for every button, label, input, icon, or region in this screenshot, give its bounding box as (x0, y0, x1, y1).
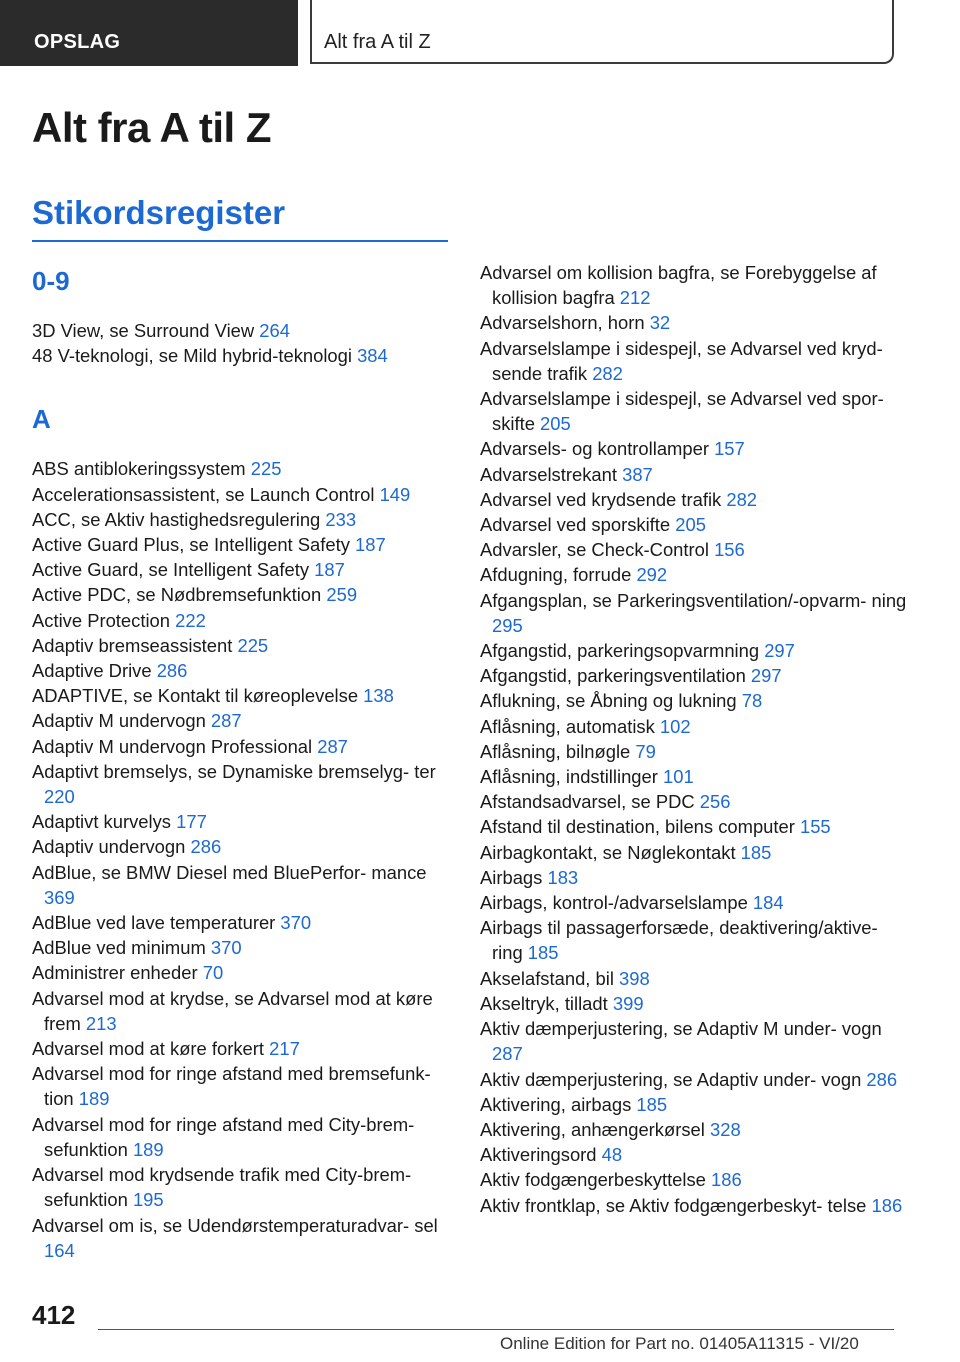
index-entry (480, 588, 910, 638)
page-reference-link[interactable]: 184 (752, 892, 784, 914)
page-reference-link[interactable]: 205 (675, 514, 706, 536)
index-entry (480, 663, 910, 688)
index-entry-text: 3D View, se Surround View (32, 320, 260, 341)
index-entry-text: Adaptiv bremseassistent (32, 634, 238, 656)
index-entry-text: ACC, se Aktiv hastighedsregulering (32, 508, 326, 530)
index-entry (480, 562, 910, 587)
page-reference-link[interactable]: 138 (363, 685, 394, 707)
section-tab[interactable]: OPSLAG (0, 0, 298, 66)
index-entry-text: Advarsel mod krydsende trafik med City-brem‐ sefunktion (32, 1164, 412, 1211)
page-reference-link[interactable]: 286 (156, 660, 188, 682)
page-reference-link[interactable]: 183 (547, 866, 579, 888)
index-entry-text: Active Guard Plus, se Intelligent Safety (32, 534, 356, 556)
page-reference-link[interactable]: 398 (619, 967, 650, 989)
footer-divider (98, 1329, 894, 1330)
index-letter-heading: A (32, 404, 51, 435)
page-reference-link[interactable]: 225 (237, 634, 269, 656)
page-reference-link[interactable]: 101 (662, 766, 694, 788)
page-reference-link[interactable]: 286 (866, 1068, 898, 1090)
page-reference-link[interactable]: 369 (44, 886, 75, 908)
page-reference-link[interactable]: 370 (210, 937, 242, 959)
index-entry (480, 688, 910, 713)
page-reference-link[interactable]: 187 (355, 534, 386, 556)
index-entry (32, 860, 452, 910)
index-entry-text: Active Protection (32, 609, 176, 631)
index-entry-text: Advarsel ved krydsende trafik (480, 488, 727, 510)
index-entry-text: Aktivering, anhængerkørsel (480, 1118, 710, 1140)
subtitle-underline (32, 240, 448, 242)
index-entry (32, 809, 452, 834)
index-column-right (480, 260, 910, 1218)
index-entry (480, 1092, 910, 1117)
page-reference-link[interactable]: 187 (314, 559, 345, 581)
index-entry (480, 487, 910, 512)
page-reference-link[interactable]: 79 (635, 740, 656, 762)
index-entry-text: Adaptivt kurvelys (32, 811, 177, 833)
page-reference-link[interactable]: 185 (527, 942, 559, 964)
index-entry-text: Aflåsning, indstillinger (480, 766, 663, 788)
page-reference-link[interactable]: 286 (190, 836, 222, 858)
page-reference-link[interactable]: 185 (740, 841, 772, 863)
page-reference-link[interactable]: 220 (44, 786, 75, 808)
index-entry (32, 532, 452, 557)
index-entry (480, 537, 910, 562)
index-entry-text: ADAPTIVE, se Kontakt til køreoplevelse (32, 685, 364, 707)
index-entry (480, 1067, 910, 1092)
index-entry-text: AdBlue, se BMW Diesel med BluePerfor‐ mance (32, 861, 427, 883)
page-reference-link[interactable]: 287 (492, 1043, 523, 1065)
index-entry-text: Aflåsning, automatisk (480, 715, 660, 737)
index-entry (32, 507, 452, 532)
index-entry (32, 683, 452, 708)
index-entry-text: AdBlue ved lave temperaturer (32, 912, 281, 934)
page-reference-link[interactable]: 264 (259, 320, 290, 341)
page-reference-link[interactable]: 328 (709, 1118, 741, 1140)
page-reference-link[interactable]: 297 (764, 640, 795, 662)
page-title: Alt fra A til Z (32, 104, 272, 151)
page-reference-link[interactable]: 387 (622, 463, 653, 485)
index-entry (480, 638, 910, 663)
index-entry-text: Administrer enheder (32, 962, 203, 984)
page-reference-link[interactable]: 157 (714, 438, 745, 460)
index-entry-text: Aflåsning, bilnøgle (480, 740, 636, 762)
page-reference-link[interactable]: 70 (202, 962, 224, 984)
index-letter-heading: 0-9 (32, 266, 70, 296)
page-reference-link[interactable]: 282 (592, 362, 623, 384)
index-entry (32, 1162, 452, 1212)
page-reference-link[interactable]: 78 (741, 690, 763, 712)
page-reference-link[interactable]: 384 (357, 345, 388, 367)
index-entry-text: Aktiv dæmperjustering, se Adaptiv M under‐ vogn (480, 1018, 882, 1040)
index-entry (32, 343, 452, 368)
index-entry-text: Akseltryk, tilladt (480, 992, 613, 1014)
index-entry (480, 764, 910, 789)
index-entry-text: Afgangstid, parkeringsopvarmning (480, 640, 765, 662)
index-entry-text: Advarsel mod at krydse, se Advarsel mod at køre frem (32, 987, 433, 1034)
index-entry-text: ABS antiblokeringssystem (32, 458, 251, 480)
index-entry-text: Advarselslampe i sidespejl, se Advarsel ved kryd‐ sende trafik (480, 337, 883, 384)
index-entry (480, 1167, 910, 1192)
page-reference-link[interactable]: 189 (78, 1088, 110, 1110)
index-entry-text: Aktiv dæmperjustering, se Adaptiv under‐ vogn (480, 1068, 867, 1090)
chapter-tab[interactable]: Alt fra A til Z (310, 0, 894, 64)
index-entry-text: Airbagkontakt, se Nøglekontakt (480, 841, 741, 863)
page-reference-link[interactable]: 282 (726, 488, 758, 510)
index-entry (32, 708, 452, 733)
index-entry-text: Advarselshorn, horn (480, 312, 650, 334)
page-reference-link[interactable]: 48 (601, 1144, 623, 1166)
index-column-left (32, 258, 452, 1263)
index-entry-text: Airbags, kontrol-/advarselslampe (480, 892, 753, 914)
index-entry-text: Advarsel mod for ringe afstand med City-brem‐ sefunktion (32, 1113, 415, 1160)
page-reference-link[interactable]: 32 (649, 312, 671, 334)
page-reference-link[interactable]: 295 (492, 614, 523, 636)
index-entry-text: Adaptiv undervogn (32, 836, 191, 858)
index-entry-text: Afstandsadvarsel, se PDC (480, 791, 700, 813)
page-reference-link[interactable]: 189 (132, 1138, 164, 1160)
index-entry-text: Afstand til destination, bilens computer (480, 816, 800, 838)
page-reference-link[interactable]: 195 (132, 1189, 164, 1211)
index-entry-text: Advarsel mod at køre forkert (32, 1038, 270, 1060)
index-entry (480, 260, 910, 310)
index-entry-text: Aktiv frontklap, se Aktiv fodgængerbeskyt‐ telse (480, 1194, 872, 1216)
page-reference-link[interactable]: 233 (325, 508, 357, 530)
index-entry (480, 915, 910, 965)
index-entry (32, 1213, 452, 1263)
index-entry (480, 890, 910, 915)
index-entry (480, 310, 910, 335)
index-entry-text: Airbags (480, 866, 548, 888)
index-entry-text: Advarsel mod for ringe afstand med bremsefunk‐ tion (32, 1063, 431, 1110)
index-entry-text: Advarsel ved sporskifte (480, 514, 676, 536)
index-entry-text: Advarsel om is, se Udendørstemperaturadvar‐ sel (32, 1214, 438, 1236)
index-entry (32, 482, 452, 507)
index-entry-text: Active PDC, se Nødbremsefunktion (32, 584, 327, 606)
index-entry (480, 789, 910, 814)
index-entry-text: Adaptiv M undervogn Professional (32, 735, 318, 757)
index-entry (480, 714, 910, 739)
index-entry (32, 608, 452, 633)
index-entry (32, 1036, 452, 1061)
index-entry (32, 910, 452, 935)
page-reference-link[interactable]: 156 (714, 539, 745, 561)
page-reference-link[interactable]: 205 (540, 413, 571, 435)
page-reference-link[interactable]: 297 (750, 665, 782, 687)
page-reference-link[interactable]: 292 (636, 564, 668, 586)
page-reference-link[interactable]: 164 (44, 1239, 75, 1261)
page-reference-link[interactable]: 225 (250, 458, 282, 480)
index-entry (480, 991, 910, 1016)
index-entry-text: Aktiv fodgængerbeskyttelse (480, 1169, 712, 1191)
page-reference-link[interactable]: 399 (612, 992, 644, 1014)
footer-edition: Online Edition for Part no. 01405A11315 - VI/20 (500, 1334, 859, 1353)
index-entry (32, 658, 452, 683)
index-entry-text: Airbags til passagerforsæde, deaktivering/aktive‐ ring (480, 917, 878, 964)
index-entry-text: Adaptivt bremselys, se Dynamiske bremselyg‐ ter (32, 760, 436, 782)
index-entry (480, 336, 910, 386)
index-entry-text: AdBlue ved minimum (32, 937, 211, 959)
index-entry-text: Aktiveringsord (480, 1144, 602, 1166)
index-entry (480, 739, 910, 764)
index-entry (32, 456, 452, 481)
index-entry-text: 48 V-teknologi, se Mild hybrid-teknologi (32, 345, 358, 367)
index-entry (480, 966, 910, 991)
index-entry-text: Afgangsplan, se Parkeringsventilation/-opvarm‐ ning (480, 589, 907, 611)
page-reference-link[interactable]: 186 (871, 1194, 903, 1216)
page-reference-link[interactable]: 213 (85, 1012, 117, 1034)
page-reference-link[interactable]: 149 (379, 483, 411, 505)
index-entry (32, 1112, 452, 1162)
page-reference-link[interactable]: 222 (175, 609, 206, 631)
page-reference-link[interactable]: 287 (210, 710, 242, 732)
index-entry (32, 935, 452, 960)
index-entry-text: Advarselslampe i sidespejl, se Advarsel ved spor‐ skifte (480, 388, 884, 435)
index-entry (480, 865, 910, 890)
index-entry (32, 734, 452, 759)
index-entry (32, 1061, 452, 1111)
page-reference-link[interactable]: 185 (636, 1093, 668, 1115)
index-entry (32, 582, 452, 607)
page-reference-link[interactable]: 287 (317, 735, 348, 757)
index-entry (480, 1142, 910, 1167)
index-entry (480, 1016, 910, 1066)
index-entry-text: Advarsler, se Check-Control (480, 539, 715, 561)
index-entry (32, 759, 452, 809)
index-entry (32, 633, 452, 658)
index-entry-text: Accelerationsassistent, se Launch Control (32, 483, 380, 505)
page-reference-link[interactable]: 370 (280, 912, 312, 934)
section-gap (32, 368, 452, 396)
index-entry (32, 557, 452, 582)
index-entry-text: Active Guard, se Intelligent Safety (32, 559, 315, 581)
index-entry (480, 840, 910, 865)
index-entry (32, 986, 452, 1036)
index-entry-text: Aktivering, airbags (480, 1093, 637, 1115)
page-reference-link[interactable]: 217 (269, 1038, 300, 1060)
index-entry (480, 1193, 910, 1218)
index-entry-text: Afgangstid, parkeringsventilation (480, 665, 751, 687)
index-entry-text: Adaptiv M undervogn (32, 710, 211, 732)
index-entry-text: Akselafstand, bil (480, 967, 620, 989)
page-reference-link[interactable]: 212 (619, 287, 651, 309)
index-entry-text: Advarselstrekant (480, 463, 623, 485)
index-entry (32, 960, 452, 985)
page-reference-link[interactable]: 259 (326, 584, 358, 606)
index-entry (480, 462, 910, 487)
index-entry-text: Advarsels- og kontrollamper (480, 438, 715, 460)
page-reference-link[interactable]: 177 (176, 811, 207, 833)
page-reference-link[interactable]: 256 (699, 791, 731, 813)
index-entry-text: Advarsel om kollision bagfra, se Forebyggelse af kollision bagfra (480, 262, 877, 309)
index-entry (480, 386, 910, 436)
page-reference-link[interactable]: 186 (711, 1169, 742, 1191)
index-entry-text: Adaptive Drive (32, 660, 157, 682)
index-entry (480, 436, 910, 461)
index-entry (32, 318, 452, 343)
index-entry (480, 1117, 910, 1142)
page-reference-link[interactable]: 155 (799, 816, 831, 838)
section-subtitle: Stikordsregister (32, 194, 286, 231)
index-entry (32, 834, 452, 859)
page-number: 412 (32, 1300, 76, 1330)
index-entry (480, 512, 910, 537)
index-entry-text: Afdugning, forrude (480, 564, 637, 586)
page-reference-link[interactable]: 102 (659, 715, 691, 737)
index-entry-text: Aflukning, se Åbning og lukning (480, 690, 742, 712)
index-entry (480, 814, 910, 839)
